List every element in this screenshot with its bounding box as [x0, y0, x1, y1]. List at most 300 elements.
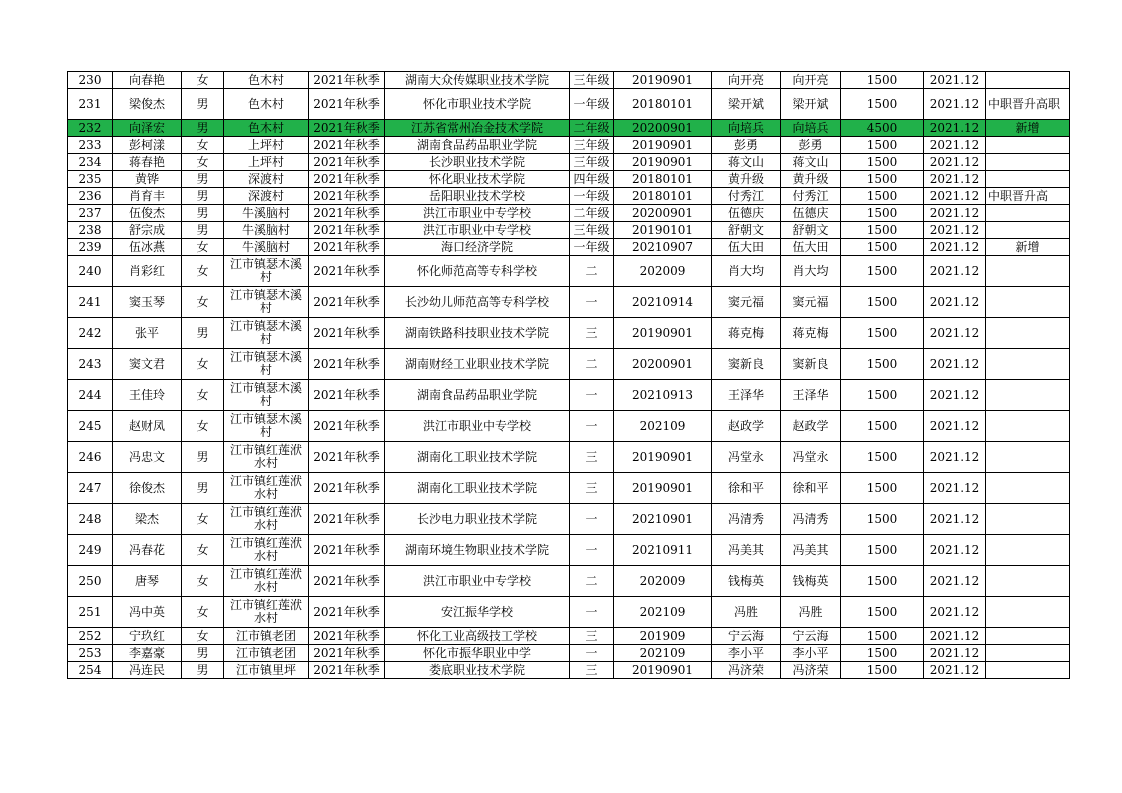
note-cell [986, 349, 1070, 380]
row-number-cell: 234 [68, 154, 113, 171]
row-number-cell: 241 [68, 287, 113, 318]
village-cell: 色木村 [224, 120, 309, 137]
student-name-cell: 伍冰燕 [113, 239, 182, 256]
student-name-cell: 冯连民 [113, 662, 182, 679]
gender-cell: 男 [182, 645, 224, 662]
note-cell [986, 628, 1070, 645]
grade-cell: 四年级 [570, 171, 614, 188]
enroll-date-cell: 202109 [614, 645, 712, 662]
note-cell [986, 504, 1070, 535]
term-cell: 2021年秋季 [309, 287, 385, 318]
grade-cell: 三年级 [570, 222, 614, 239]
gender-cell: 女 [182, 154, 224, 171]
payee-cell: 冯清秀 [781, 504, 841, 535]
school-cell: 湖南财经工业职业技术学院 [385, 349, 570, 380]
guardian-cell: 冯胜 [712, 597, 781, 628]
amount-cell: 1500 [841, 188, 924, 205]
payee-cell: 舒朝文 [781, 222, 841, 239]
school-cell: 湖南化工职业技术学院 [385, 442, 570, 473]
term-cell: 2021年秋季 [309, 222, 385, 239]
guardian-cell: 冯美其 [712, 535, 781, 566]
student-aid-table [67, 71, 1070, 679]
payee-cell: 钱梅英 [781, 566, 841, 597]
school-cell: 湖南食品药品职业学院 [385, 137, 570, 154]
enroll-date-cell: 20210911 [614, 535, 712, 566]
pay-date-cell: 2021.12 [924, 120, 986, 137]
student-name-cell: 向春艳 [113, 72, 182, 89]
term-cell: 2021年秋季 [309, 239, 385, 256]
guardian-cell: 梁开斌 [712, 89, 781, 120]
amount-cell: 1500 [841, 535, 924, 566]
guardian-cell: 蒋文山 [712, 154, 781, 171]
guardian-cell: 伍大田 [712, 239, 781, 256]
village-cell: 江市镇瑟木溪村 [224, 380, 309, 411]
payee-cell: 冯胜 [781, 597, 841, 628]
table-row [68, 188, 1070, 205]
student-name-cell: 徐俊杰 [113, 473, 182, 504]
grade-cell: 三 [570, 473, 614, 504]
student-name-cell: 李嘉豪 [113, 645, 182, 662]
village-cell: 色木村 [224, 89, 309, 120]
term-cell: 2021年秋季 [309, 504, 385, 535]
row-number-cell: 254 [68, 662, 113, 679]
payee-cell: 向开亮 [781, 72, 841, 89]
note-cell [986, 154, 1070, 171]
guardian-cell: 向培兵 [712, 120, 781, 137]
gender-cell: 男 [182, 442, 224, 473]
school-cell: 洪江市职业中专学校 [385, 411, 570, 442]
note-cell [986, 318, 1070, 349]
school-cell: 长沙幼儿师范高等专科学校 [385, 287, 570, 318]
guardian-cell: 向开亮 [712, 72, 781, 89]
row-number-cell: 233 [68, 137, 113, 154]
note-cell: 新增 [986, 120, 1070, 137]
gender-cell: 男 [182, 318, 224, 349]
enroll-date-cell: 20190901 [614, 154, 712, 171]
amount-cell: 1500 [841, 662, 924, 679]
pay-date-cell: 2021.12 [924, 137, 986, 154]
note-cell [986, 256, 1070, 287]
note-cell [986, 473, 1070, 504]
row-number-cell: 237 [68, 205, 113, 222]
grade-cell: 三 [570, 442, 614, 473]
amount-cell: 1500 [841, 137, 924, 154]
enroll-date-cell: 20210913 [614, 380, 712, 411]
school-cell: 湖南铁路科技职业技术学院 [385, 318, 570, 349]
note-cell [986, 645, 1070, 662]
term-cell: 2021年秋季 [309, 89, 385, 120]
term-cell: 2021年秋季 [309, 154, 385, 171]
term-cell: 2021年秋季 [309, 188, 385, 205]
enroll-date-cell: 20190901 [614, 72, 712, 89]
row-number-cell: 245 [68, 411, 113, 442]
grade-cell: 一 [570, 535, 614, 566]
payee-cell: 梁开斌 [781, 89, 841, 120]
enroll-date-cell: 20200901 [614, 349, 712, 380]
amount-cell: 1500 [841, 287, 924, 318]
row-number-cell: 236 [68, 188, 113, 205]
pay-date-cell: 2021.12 [924, 597, 986, 628]
gender-cell: 女 [182, 380, 224, 411]
enroll-date-cell: 20190901 [614, 473, 712, 504]
payee-cell: 王泽华 [781, 380, 841, 411]
row-number-cell: 248 [68, 504, 113, 535]
gender-cell: 女 [182, 72, 224, 89]
grade-cell: 三 [570, 628, 614, 645]
note-cell [986, 222, 1070, 239]
enroll-date-cell: 20190901 [614, 318, 712, 349]
table-row [68, 645, 1070, 662]
row-number-cell: 235 [68, 171, 113, 188]
row-number-cell: 232 [68, 120, 113, 137]
pay-date-cell: 2021.12 [924, 645, 986, 662]
school-cell: 怀化职业技术学院 [385, 171, 570, 188]
village-cell: 江市镇瑟木溪村 [224, 287, 309, 318]
table-row [68, 287, 1070, 318]
enroll-date-cell: 201909 [614, 628, 712, 645]
term-cell: 2021年秋季 [309, 628, 385, 645]
pay-date-cell: 2021.12 [924, 287, 986, 318]
row-number-cell: 249 [68, 535, 113, 566]
note-cell: 新增 [986, 239, 1070, 256]
table-row [68, 504, 1070, 535]
school-cell: 洪江市职业中专学校 [385, 222, 570, 239]
row-number-cell: 253 [68, 645, 113, 662]
amount-cell: 1500 [841, 318, 924, 349]
amount-cell: 1500 [841, 349, 924, 380]
pay-date-cell: 2021.12 [924, 318, 986, 349]
note-cell [986, 442, 1070, 473]
enroll-date-cell: 20210901 [614, 504, 712, 535]
table-row [68, 256, 1070, 287]
term-cell: 2021年秋季 [309, 411, 385, 442]
row-number-cell: 231 [68, 89, 113, 120]
village-cell: 江市镇红莲洑水村 [224, 535, 309, 566]
amount-cell: 1500 [841, 222, 924, 239]
amount-cell: 1500 [841, 205, 924, 222]
guardian-cell: 李小平 [712, 645, 781, 662]
enroll-date-cell: 20180101 [614, 89, 712, 120]
grade-cell: 一 [570, 287, 614, 318]
guardian-cell: 窦元福 [712, 287, 781, 318]
pay-date-cell: 2021.12 [924, 535, 986, 566]
term-cell: 2021年秋季 [309, 256, 385, 287]
note-cell [986, 662, 1070, 679]
student-name-cell: 梁杰 [113, 504, 182, 535]
school-cell: 湖南大众传媒职业技术学院 [385, 72, 570, 89]
student-name-cell: 唐琴 [113, 566, 182, 597]
payee-cell: 蒋文山 [781, 154, 841, 171]
gender-cell: 男 [182, 662, 224, 679]
table-row [68, 222, 1070, 239]
amount-cell: 1500 [841, 645, 924, 662]
pay-date-cell: 2021.12 [924, 256, 986, 287]
payee-cell: 付秀江 [781, 188, 841, 205]
pay-date-cell: 2021.12 [924, 380, 986, 411]
grade-cell: 一年级 [570, 239, 614, 256]
village-cell: 深渡村 [224, 188, 309, 205]
school-cell: 洪江市职业中专学校 [385, 566, 570, 597]
school-cell: 湖南环境生物职业技术学院 [385, 535, 570, 566]
payee-cell: 彭勇 [781, 137, 841, 154]
row-number-cell: 238 [68, 222, 113, 239]
enroll-date-cell: 20180101 [614, 188, 712, 205]
guardian-cell: 窦新良 [712, 349, 781, 380]
amount-cell: 1500 [841, 239, 924, 256]
school-cell: 安江振华学校 [385, 597, 570, 628]
enroll-date-cell: 20200901 [614, 120, 712, 137]
term-cell: 2021年秋季 [309, 442, 385, 473]
table-row [68, 72, 1070, 89]
village-cell: 江市镇老团 [224, 645, 309, 662]
table-row [68, 349, 1070, 380]
school-cell: 湖南食品药品职业学院 [385, 380, 570, 411]
village-cell: 牛溪脑村 [224, 239, 309, 256]
student-name-cell: 肖彩红 [113, 256, 182, 287]
school-cell: 长沙职业技术学院 [385, 154, 570, 171]
student-name-cell: 窦文君 [113, 349, 182, 380]
pay-date-cell: 2021.12 [924, 239, 986, 256]
term-cell: 2021年秋季 [309, 662, 385, 679]
gender-cell: 男 [182, 205, 224, 222]
row-number-cell: 230 [68, 72, 113, 89]
student-name-cell: 冯忠文 [113, 442, 182, 473]
table-row [68, 411, 1070, 442]
grade-cell: 一 [570, 380, 614, 411]
gender-cell: 男 [182, 188, 224, 205]
grade-cell: 三年级 [570, 154, 614, 171]
pay-date-cell: 2021.12 [924, 662, 986, 679]
village-cell: 色木村 [224, 72, 309, 89]
gender-cell: 女 [182, 137, 224, 154]
enroll-date-cell: 202009 [614, 256, 712, 287]
school-cell: 怀化工业高级技工学校 [385, 628, 570, 645]
gender-cell: 女 [182, 597, 224, 628]
grade-cell: 二 [570, 349, 614, 380]
guardian-cell: 伍德庆 [712, 205, 781, 222]
note-cell [986, 137, 1070, 154]
grade-cell: 三 [570, 318, 614, 349]
grade-cell: 三年级 [570, 72, 614, 89]
pay-date-cell: 2021.12 [924, 473, 986, 504]
guardian-cell: 冯清秀 [712, 504, 781, 535]
table-row [68, 535, 1070, 566]
grade-cell: 二年级 [570, 205, 614, 222]
school-cell: 怀化师范高等专科学校 [385, 256, 570, 287]
village-cell: 上坪村 [224, 137, 309, 154]
village-cell: 江市镇红莲洑水村 [224, 566, 309, 597]
gender-cell: 女 [182, 411, 224, 442]
table-row [68, 566, 1070, 597]
village-cell: 江市镇瑟木溪村 [224, 256, 309, 287]
school-cell: 怀化市职业技术学院 [385, 89, 570, 120]
guardian-cell: 冯堂永 [712, 442, 781, 473]
table-row [68, 171, 1070, 188]
student-name-cell: 黄铧 [113, 171, 182, 188]
gender-cell: 男 [182, 171, 224, 188]
gender-cell: 女 [182, 535, 224, 566]
term-cell: 2021年秋季 [309, 349, 385, 380]
amount-cell: 1500 [841, 380, 924, 411]
guardian-cell: 宁云海 [712, 628, 781, 645]
amount-cell: 1500 [841, 154, 924, 171]
guardian-cell: 蒋克梅 [712, 318, 781, 349]
term-cell: 2021年秋季 [309, 645, 385, 662]
table-row [68, 154, 1070, 171]
grade-cell: 一 [570, 411, 614, 442]
school-cell: 长沙电力职业技术学院 [385, 504, 570, 535]
enroll-date-cell: 20210907 [614, 239, 712, 256]
table-row [68, 628, 1070, 645]
table-row [68, 318, 1070, 349]
school-cell: 娄底职业技术学院 [385, 662, 570, 679]
payee-cell: 窦元福 [781, 287, 841, 318]
grade-cell: 一 [570, 597, 614, 628]
term-cell: 2021年秋季 [309, 473, 385, 504]
table-row [68, 89, 1070, 120]
gender-cell: 男 [182, 222, 224, 239]
student-name-cell: 王佳玲 [113, 380, 182, 411]
row-number-cell: 247 [68, 473, 113, 504]
student-name-cell: 冯春花 [113, 535, 182, 566]
table-row [68, 120, 1070, 137]
row-number-cell: 246 [68, 442, 113, 473]
village-cell: 江市镇老团 [224, 628, 309, 645]
grade-cell: 三年级 [570, 137, 614, 154]
enroll-date-cell: 202109 [614, 597, 712, 628]
guardian-cell: 赵政学 [712, 411, 781, 442]
village-cell: 牛溪脑村 [224, 205, 309, 222]
payee-cell: 冯美其 [781, 535, 841, 566]
gender-cell: 男 [182, 89, 224, 120]
note-cell [986, 72, 1070, 89]
pay-date-cell: 2021.12 [924, 205, 986, 222]
term-cell: 2021年秋季 [309, 566, 385, 597]
grade-cell: 一年级 [570, 188, 614, 205]
pay-date-cell: 2021.12 [924, 566, 986, 597]
pay-date-cell: 2021.12 [924, 222, 986, 239]
payee-cell: 伍德庆 [781, 205, 841, 222]
student-name-cell: 彭柯漾 [113, 137, 182, 154]
amount-cell: 1500 [841, 566, 924, 597]
village-cell: 江市镇瑟木溪村 [224, 411, 309, 442]
student-name-cell: 冯中英 [113, 597, 182, 628]
enroll-date-cell: 20180101 [614, 171, 712, 188]
village-cell: 江市镇瑟木溪村 [224, 349, 309, 380]
pay-date-cell: 2021.12 [924, 89, 986, 120]
guardian-cell: 徐和平 [712, 473, 781, 504]
row-number-cell: 242 [68, 318, 113, 349]
amount-cell: 1500 [841, 171, 924, 188]
term-cell: 2021年秋季 [309, 597, 385, 628]
enroll-date-cell: 202009 [614, 566, 712, 597]
guardian-cell: 舒朝文 [712, 222, 781, 239]
note-cell [986, 287, 1070, 318]
enroll-date-cell: 20190101 [614, 222, 712, 239]
amount-cell: 1500 [841, 504, 924, 535]
village-cell: 江市镇红莲洑水村 [224, 473, 309, 504]
note-cell [986, 535, 1070, 566]
gender-cell: 女 [182, 287, 224, 318]
gender-cell: 女 [182, 566, 224, 597]
enroll-date-cell: 20190901 [614, 662, 712, 679]
term-cell: 2021年秋季 [309, 205, 385, 222]
grade-cell: 一 [570, 504, 614, 535]
gender-cell: 男 [182, 120, 224, 137]
amount-cell: 1500 [841, 473, 924, 504]
payee-cell: 向培兵 [781, 120, 841, 137]
row-number-cell: 250 [68, 566, 113, 597]
student-name-cell: 梁俊杰 [113, 89, 182, 120]
gender-cell: 女 [182, 504, 224, 535]
student-name-cell: 蒋春艳 [113, 154, 182, 171]
grade-cell: 一年级 [570, 89, 614, 120]
school-cell: 岳阳职业技术学校 [385, 188, 570, 205]
guardian-cell: 彭勇 [712, 137, 781, 154]
school-cell: 湖南化工职业技术学院 [385, 473, 570, 504]
student-name-cell: 伍俊杰 [113, 205, 182, 222]
payee-cell: 冯堂永 [781, 442, 841, 473]
student-name-cell: 舒宗成 [113, 222, 182, 239]
amount-cell: 1500 [841, 256, 924, 287]
table-row [68, 380, 1070, 411]
village-cell: 深渡村 [224, 171, 309, 188]
guardian-cell: 肖大均 [712, 256, 781, 287]
payee-cell: 冯济荣 [781, 662, 841, 679]
row-number-cell: 240 [68, 256, 113, 287]
amount-cell: 1500 [841, 597, 924, 628]
village-cell: 江市镇瑟木溪村 [224, 318, 309, 349]
table-row [68, 473, 1070, 504]
village-cell: 江市镇里坪 [224, 662, 309, 679]
payee-cell: 宁云海 [781, 628, 841, 645]
table-row [68, 205, 1070, 222]
guardian-cell: 黄升级 [712, 171, 781, 188]
school-cell: 怀化市振华职业中学 [385, 645, 570, 662]
payee-cell: 窦新良 [781, 349, 841, 380]
note-cell [986, 171, 1070, 188]
enroll-date-cell: 20210914 [614, 287, 712, 318]
village-cell: 江市镇红莲洑水村 [224, 442, 309, 473]
pay-date-cell: 2021.12 [924, 349, 986, 380]
student-name-cell: 宁玖红 [113, 628, 182, 645]
student-name-cell: 肖育丰 [113, 188, 182, 205]
row-number-cell: 239 [68, 239, 113, 256]
row-number-cell: 243 [68, 349, 113, 380]
note-cell [986, 566, 1070, 597]
row-number-cell: 251 [68, 597, 113, 628]
note-cell [986, 380, 1070, 411]
term-cell: 2021年秋季 [309, 380, 385, 411]
pay-date-cell: 2021.12 [924, 628, 986, 645]
guardian-cell: 钱梅英 [712, 566, 781, 597]
grade-cell: 二 [570, 566, 614, 597]
pay-date-cell: 2021.12 [924, 411, 986, 442]
enroll-date-cell: 20190901 [614, 442, 712, 473]
payee-cell: 肖大均 [781, 256, 841, 287]
row-number-cell: 244 [68, 380, 113, 411]
guardian-cell: 付秀江 [712, 188, 781, 205]
gender-cell: 女 [182, 628, 224, 645]
enroll-date-cell: 202109 [614, 411, 712, 442]
gender-cell: 女 [182, 239, 224, 256]
payee-cell: 蒋克梅 [781, 318, 841, 349]
village-cell: 牛溪脑村 [224, 222, 309, 239]
grade-cell: 三 [570, 662, 614, 679]
school-cell: 海口经济学院 [385, 239, 570, 256]
grade-cell: 一 [570, 645, 614, 662]
table-row [68, 442, 1070, 473]
